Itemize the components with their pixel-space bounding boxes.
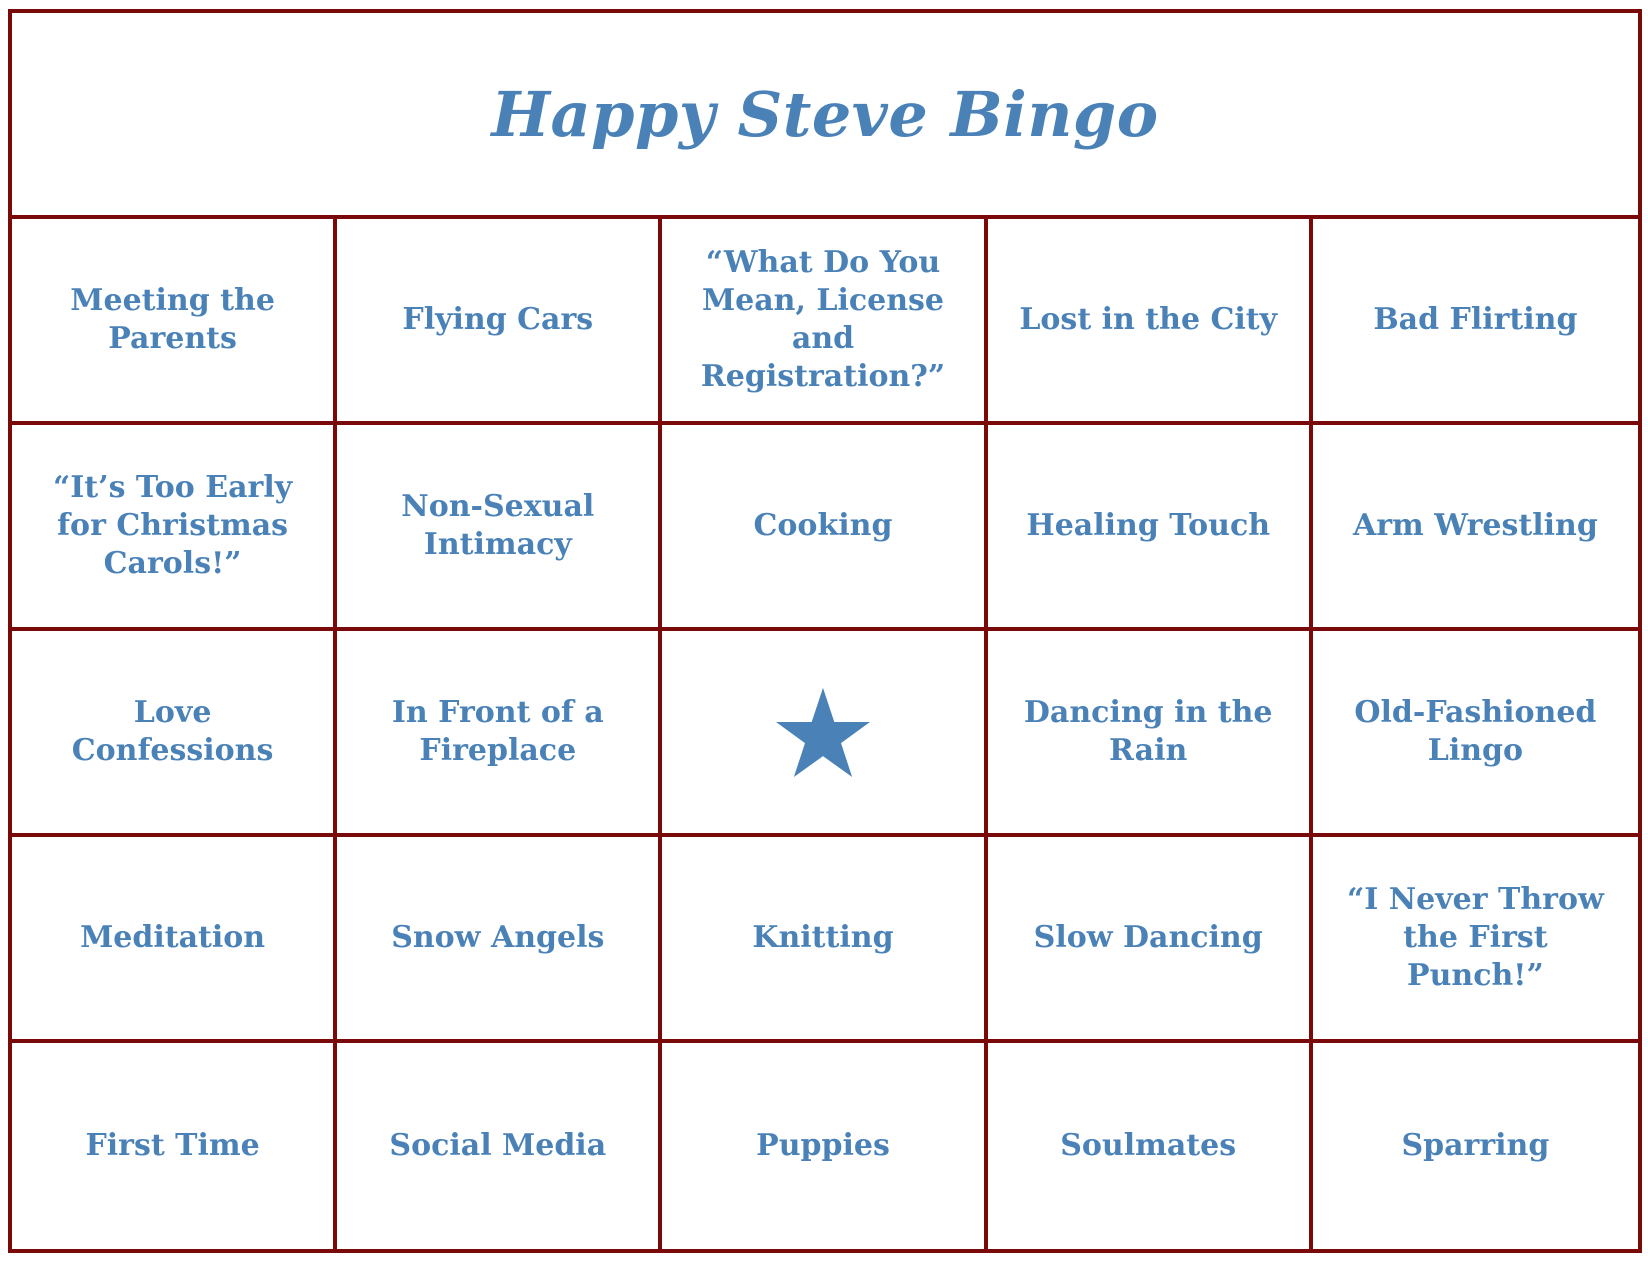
bingo-cell[interactable]: Social Media <box>337 1043 662 1249</box>
bingo-cell[interactable]: “What Do You Mean, License and Registration?” <box>662 219 987 421</box>
bingo-cell[interactable]: Love Confessions <box>12 631 337 833</box>
bingo-cell[interactable]: Non-Sexual Intimacy <box>337 425 662 627</box>
bingo-cell[interactable]: Meeting the Parents <box>12 219 337 421</box>
bingo-cell[interactable]: Dancing in the Rain <box>988 631 1313 833</box>
bingo-cell[interactable]: Old-Fashioned Lingo <box>1354 695 1597 768</box>
bingo-title: Happy Steve Bingo <box>491 77 1159 151</box>
bingo-cell[interactable]: Snow Angels <box>337 837 662 1039</box>
free-space-cell[interactable] <box>662 631 987 833</box>
bingo-cell[interactable]: Slow Dancing <box>988 837 1313 1039</box>
bingo-cell[interactable]: In Front of a Fireplace <box>337 631 662 833</box>
bingo-cell[interactable]: “It’s Too Early for Christmas Carols!” <box>12 425 337 627</box>
bingo-cell[interactable]: Arm Wrestling <box>1352 508 1598 543</box>
bingo-cell[interactable]: Bad Flirting <box>1373 302 1578 337</box>
bingo-cell[interactable]: Healing Touch <box>988 425 1313 627</box>
title-row <box>12 13 1638 219</box>
bingo-row-4 <box>12 837 1638 1043</box>
bingo-cell[interactable]: Lost in the City <box>988 219 1313 421</box>
bingo-row-1 <box>12 219 1638 425</box>
bingo-card <box>8 9 1642 1253</box>
bingo-row-5 <box>12 1043 1638 1249</box>
star-icon <box>775 686 871 778</box>
bingo-row-3 <box>12 631 1638 837</box>
bingo-cell[interactable]: Sparring <box>1401 1128 1550 1163</box>
bingo-cell[interactable]: Puppies <box>662 1043 987 1249</box>
bingo-cell[interactable]: Knitting <box>662 837 987 1039</box>
bingo-cell[interactable]: Flying Cars <box>337 219 662 421</box>
bingo-cell[interactable]: Soulmates <box>988 1043 1313 1249</box>
bingo-cell[interactable]: “I Never Throw the First Punch!” <box>1347 882 1604 993</box>
bingo-cell[interactable]: Cooking <box>662 425 987 627</box>
bingo-row-2 <box>12 425 1638 631</box>
bingo-cell[interactable]: First Time <box>12 1043 337 1249</box>
bingo-cell[interactable]: Meditation <box>12 837 337 1039</box>
